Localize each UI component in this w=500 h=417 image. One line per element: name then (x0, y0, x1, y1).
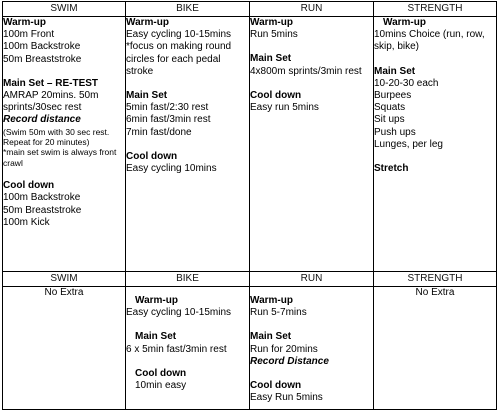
swim-warmup-line: 100m Backstroke (3, 41, 81, 53)
strength-stretch-title: Stretch (374, 163, 409, 175)
swim-main-line: sprints/30sec rest (3, 102, 82, 114)
header-strength: STRENGTH (374, 272, 497, 287)
swim-cooldown-line: 50m Breaststroke (3, 204, 82, 216)
week2-strength-cell (374, 287, 497, 410)
run-cooldown-line: Easy run 5mins (250, 102, 319, 114)
header-swim: SWIM (3, 2, 126, 17)
swim-warmup-line: 50m Breaststroke (3, 53, 82, 65)
week1-swim-cell (3, 17, 126, 272)
bike-main-title: Main Set (126, 90, 168, 102)
run2-main-title: Main Set (250, 331, 292, 343)
bike2-warmup-title: Warm-up (135, 295, 178, 306)
run2-warmup-line: Run 5-7mins (250, 307, 307, 319)
swim-note-front-crawl: *main set swim is always front crawl (3, 147, 117, 168)
bike-main-line: 7min fast/done (126, 126, 192, 138)
run-main-title: Main Set (250, 53, 292, 65)
strength-main-title: Main Set (374, 65, 416, 77)
swim-cooldown-title: Cool down (3, 180, 55, 192)
week2-run-cell (250, 287, 374, 410)
week1-run-cell (250, 17, 374, 272)
week2-row (3, 287, 497, 410)
run-warmup-title: Warm-up (250, 17, 293, 28)
strength-main-line: 10-20-30 each (374, 77, 439, 89)
header-bike: BIKE (126, 272, 250, 287)
swim-record-label: Record distance (3, 114, 81, 126)
swim-cooldown-line: 100m Backstroke (3, 192, 81, 204)
strength-exercise: Squats (374, 102, 406, 114)
run2-record-label: Record Distance (250, 355, 329, 367)
bike-cooldown-title: Cool down (126, 150, 178, 162)
run2-warmup-title: Warm-up (250, 295, 293, 306)
swim-no-extra: No Extra (44, 287, 84, 298)
week2-swim-cell (3, 287, 126, 410)
bike-warmup-note: *focus on making round circles for each pedal stroke (126, 41, 232, 77)
run2-main-line: Run for 20mins (250, 343, 318, 355)
week1-bike-cell (126, 17, 250, 272)
swim-note-interval: (Swim 50m with 30 sec rest. Repeat for 20 minutes) (3, 126, 110, 148)
bike2-cooldown-title: Cool down (135, 367, 187, 379)
header-run: RUN (250, 2, 374, 17)
header-row-1 (3, 2, 497, 17)
week2-bike-cell (126, 287, 250, 410)
bike-main-line: 6min fast/3min rest (126, 114, 211, 126)
bike2-warmup-line: Easy cycling 10-15mins (126, 307, 232, 319)
header-row-2 (3, 272, 497, 287)
swim-warmup-line: 100m Front (3, 29, 55, 41)
swim-main-line: AMRAP 20mins. 50m (3, 90, 99, 102)
bike2-main-line: 6 x 5min fast/3min rest (126, 343, 227, 355)
training-plan-page (2, 1, 496, 413)
header-strength: STRENGTH (374, 2, 497, 17)
run-cooldown-title: Cool down (250, 89, 302, 101)
bike2-main-title: Main Set (135, 331, 177, 343)
bike-warmup-title: Warm-up (126, 17, 169, 28)
bike-main-line: 5min fast/2:30 rest (126, 102, 209, 114)
bike-warmup-line: Easy cycling 10-15mins (126, 29, 232, 41)
bike-cooldown-line: Easy cycling 10mins (126, 163, 217, 175)
strength-exercise: Push ups (374, 126, 416, 138)
run-main-line: 4x800m sprints/3min rest (250, 65, 362, 77)
strength-warmup-title: Warm-up (383, 17, 426, 28)
swim-cooldown-line: 100m Kick (3, 216, 50, 228)
bike2-cooldown-line: 10min easy (135, 380, 187, 392)
run-warmup-line: Run 5mins (250, 29, 298, 41)
header-run: RUN (250, 272, 374, 287)
strength-no-extra: No Extra (415, 287, 455, 298)
strength-exercise: Burpees (374, 90, 412, 102)
strength-exercise: Lunges, per leg (374, 138, 443, 150)
header-bike: BIKE (126, 2, 250, 17)
header-swim: SWIM (3, 272, 126, 287)
strength-exercise: Sit ups (374, 114, 405, 126)
training-plan-table (2, 1, 497, 410)
run2-cooldown-line: Easy Run 5mins (250, 392, 323, 404)
week1-row (3, 17, 497, 272)
run2-cooldown-title: Cool down (250, 380, 302, 392)
week1-strength-cell (374, 17, 497, 272)
swim-warmup-title: Warm-up (3, 17, 46, 28)
strength-warmup-line: 10mins Choice (run, row, skip, bike) (374, 29, 485, 53)
swim-main-title: Main Set – RE-TEST (3, 77, 99, 89)
